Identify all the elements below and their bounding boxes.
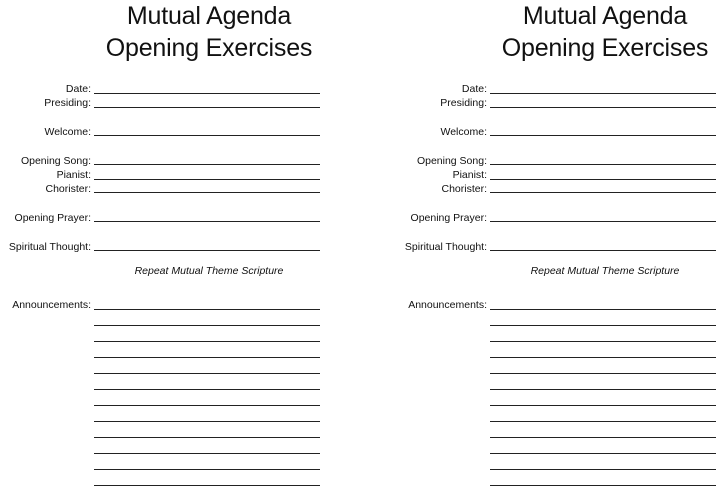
spiritual-thought-line[interactable] [490,250,716,251]
date-line[interactable] [490,93,716,94]
announcement-line[interactable] [490,405,716,406]
opening-prayer-label: Opening Prayer: [14,212,91,224]
opening-song-line[interactable] [490,164,716,165]
announcements-label: Announcements: [408,299,487,311]
agenda-title-line1: Mutual Agenda [522,2,688,30]
announcement-line[interactable] [490,485,716,486]
announcement-line[interactable] [94,341,320,342]
pianist-label: Pianist: [452,169,487,181]
announcement-line[interactable] [94,357,320,358]
announcement-line[interactable] [94,421,320,422]
chorister-line[interactable] [94,192,320,193]
opening-prayer-line[interactable] [94,221,320,222]
theme-scripture-note: Repeat Mutual Theme Scripture [530,265,680,277]
welcome-label: Welcome: [440,126,487,138]
announcement-line[interactable] [94,485,320,486]
date-line[interactable] [94,93,320,94]
announcement-line[interactable] [94,389,320,390]
theme-scripture-note: Repeat Mutual Theme Scripture [134,265,284,277]
spiritual-thought-line[interactable] [94,250,320,251]
announcement-line[interactable] [94,437,320,438]
presiding-line[interactable] [490,107,716,108]
welcome-line[interactable] [490,135,716,136]
announcement-line[interactable] [94,469,320,470]
opening-song-line[interactable] [94,164,320,165]
announcement-line[interactable] [490,389,716,390]
spiritual-thought-label: Spiritual Thought: [404,241,487,253]
announcement-line[interactable] [94,373,320,374]
welcome-label: Welcome: [44,126,91,138]
agenda-title-line1: Mutual Agenda [126,2,292,30]
date-label: Date: [461,83,487,95]
agenda-title-line2: Opening Exercises [105,34,313,62]
agenda-title-line2: Opening Exercises [501,34,709,62]
announcement-line[interactable] [490,421,716,422]
announcement-line[interactable] [94,405,320,406]
opening-prayer-line[interactable] [490,221,716,222]
opening-song-label: Opening Song: [416,155,487,167]
announcement-line[interactable] [490,309,716,310]
announcement-line[interactable] [94,309,320,310]
pianist-line[interactable] [94,179,320,180]
chorister-line[interactable] [490,192,716,193]
agenda-sheet-right [396,0,716,489]
welcome-line[interactable] [94,135,320,136]
chorister-label: Chorister: [441,183,487,195]
announcement-line[interactable] [490,357,716,358]
pianist-line[interactable] [490,179,716,180]
announcement-line[interactable] [490,469,716,470]
opening-song-label: Opening Song: [20,155,91,167]
announcement-line[interactable] [490,325,716,326]
announcement-line[interactable] [490,341,716,342]
pianist-label: Pianist: [56,169,91,181]
chorister-label: Chorister: [45,183,91,195]
presiding-label: Presiding: [44,97,91,109]
presiding-line[interactable] [94,107,320,108]
opening-prayer-label: Opening Prayer: [410,212,487,224]
announcement-line[interactable] [490,453,716,454]
announcement-line[interactable] [94,453,320,454]
spiritual-thought-label: Spiritual Thought: [8,241,91,253]
announcement-line[interactable] [94,325,320,326]
announcements-label: Announcements: [12,299,91,311]
date-label: Date: [65,83,91,95]
presiding-label: Presiding: [440,97,487,109]
announcement-line[interactable] [490,437,716,438]
announcement-line[interactable] [490,373,716,374]
